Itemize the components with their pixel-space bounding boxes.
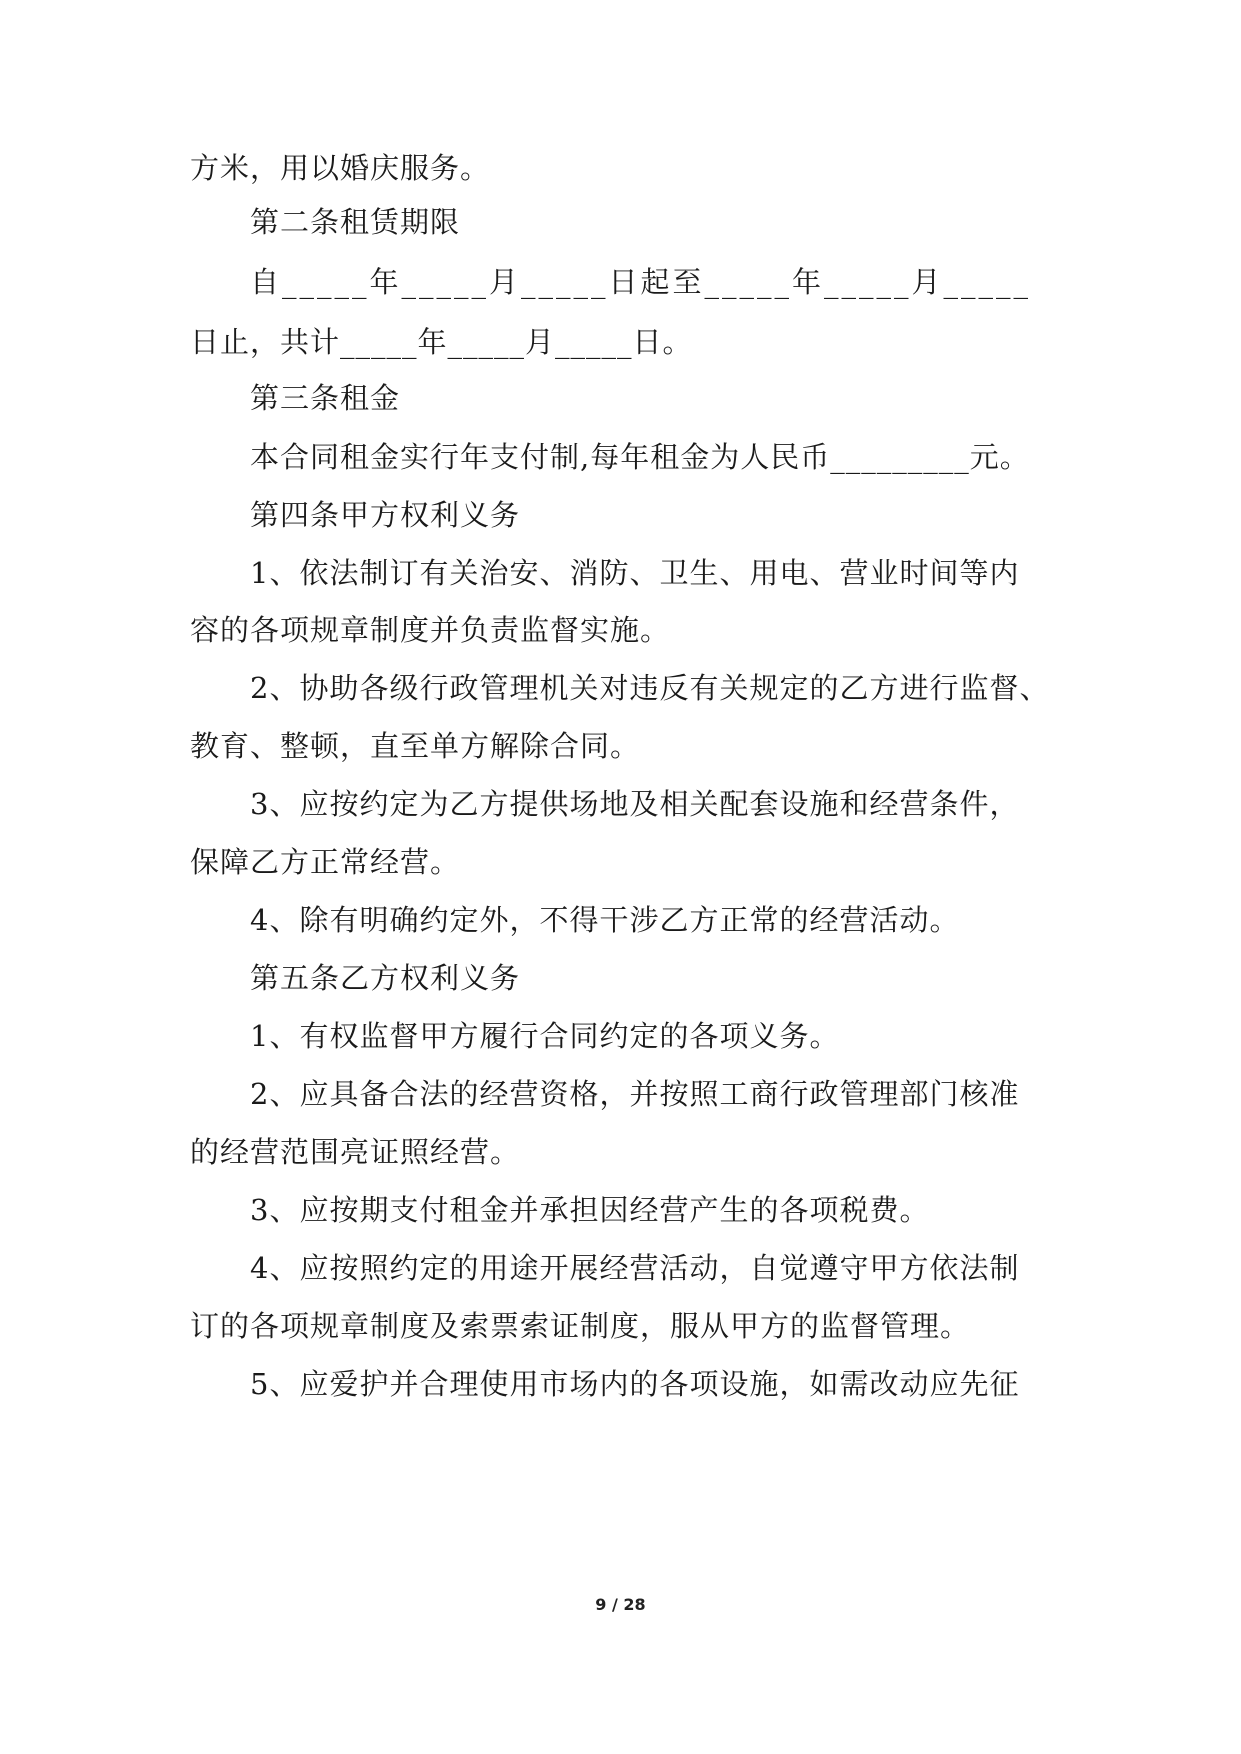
paragraph-line: 日止，共计_____年_____月_____日。 <box>190 325 693 359</box>
section-heading-rent: 第三条租金 <box>250 381 401 415</box>
section-heading-party-a-rights: 第四条甲方权利义务 <box>250 498 521 532</box>
paragraph-line: 5、应爱护并合理使用市场内的各项设施，如需改动应先征 <box>250 1367 1020 1401</box>
section-heading-party-b-rights: 第五条乙方权利义务 <box>250 961 521 995</box>
section-heading-lease-term: 第二条租赁期限 <box>250 205 461 239</box>
paragraph-line: 1、有权监督甲方履行合同约定的各项义务。 <box>250 1019 840 1053</box>
paragraph-line: 自_____年_____月_____日起至_____年_____月_____ <box>250 265 1032 299</box>
paragraph-line: 方米，用以婚庆服务。 <box>190 151 491 185</box>
paragraph-line: 1、依法制订有关治安、消防、卫生、用电、营业时间等内 <box>250 556 1020 590</box>
paragraph-line: 的经营范围亮证照经营。 <box>190 1135 521 1169</box>
paragraph-line: 本合同租金实行年支付制,每年租金为人民币_________元。 <box>250 440 1030 474</box>
paragraph-line: 容的各项规章制度并负责监督实施。 <box>190 613 671 647</box>
paragraph-line: 3、应按期支付租金并承担因经营产生的各项税费。 <box>250 1193 930 1227</box>
paragraph-line: 2、应具备合法的经营资格，并按照工商行政管理部门核准 <box>250 1077 1020 1111</box>
paragraph-line: 教育、整顿，直至单方解除合同。 <box>190 729 641 763</box>
page-number: 9 / 28 <box>595 1595 646 1614</box>
paragraph-line: 3、应按约定为乙方提供场地及相关配套设施和经营条件， <box>250 787 1020 821</box>
paragraph-line: 2、协助各级行政管理机关对违反有关规定的乙方进行监督、 <box>250 671 1050 705</box>
paragraph-line: 订的各项规章制度及索票索证制度，服从甲方的监督管理。 <box>190 1309 971 1343</box>
paragraph-line: 保障乙方正常经营。 <box>190 845 461 879</box>
paragraph-line: 4、除有明确约定外，不得干涉乙方正常的经营活动。 <box>250 903 960 937</box>
paragraph-line: 4、应按照约定的用途开展经营活动，自觉遵守甲方依法制 <box>250 1251 1020 1285</box>
